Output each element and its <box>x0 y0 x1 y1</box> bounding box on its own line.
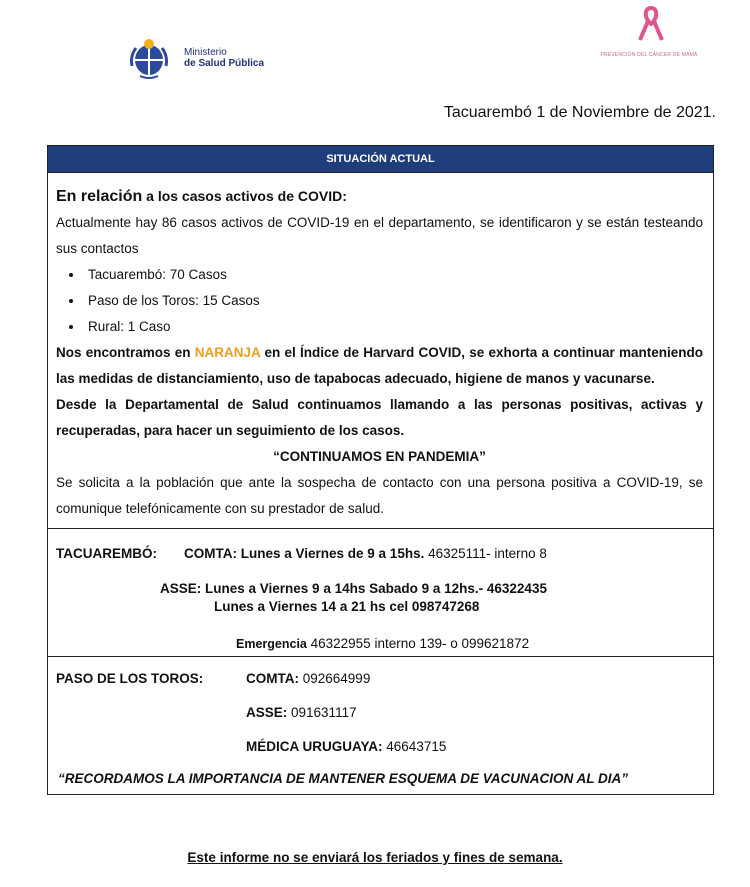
pandemic-slogan: “CONTINUAMOS EN PANDEMIA” <box>273 449 486 464</box>
pdlt-asse-phone: 091631117 <box>287 705 357 720</box>
covid-heading-big: En relación <box>56 188 143 205</box>
tacuarembo-section <box>48 528 713 656</box>
pdlt-asse-label: ASSE: <box>246 705 288 720</box>
status-table <box>47 145 714 795</box>
asse-line2: Lunes a Viernes 14 a 21 hs cel 098747268 <box>214 599 480 614</box>
comta-phone: 46325111- interno 8 <box>424 546 547 561</box>
msp-logo <box>126 36 264 80</box>
harvard-post: en el Índice de Harvard COVID, se exhorta a continuar manteniendo las medidas de distanciamiento, uso de tapabocas adecuado, higiene de manos y vacunarse. <box>56 345 703 386</box>
cases-list <box>56 262 703 340</box>
pdlt-comta-phone: 092664999 <box>299 671 371 686</box>
harvard-color: NARANJA <box>194 345 261 360</box>
case-item: • Rural: 1 Caso <box>84 314 703 340</box>
emergency-phones: 46322955 interno 139- o 099621872 <box>306 636 530 651</box>
uruguay-coat-of-arms-icon <box>126 36 172 80</box>
vaccination-reminder: “RECORDAMOS LA IMPORTANCIA DE MANTENER ESQUEMA DE VACUNACION AL DIA” <box>58 771 629 786</box>
footer-note: Este informe no se enviará los feriados y fines de semana. <box>187 850 563 865</box>
pdlt-medica <box>246 739 446 754</box>
comta-hours: COMTA: Lunes a Viernes de 9 a 15hs. <box>184 546 425 561</box>
follow-up-paragraph: Desde la Departamental de Salud continuamos llamando a las personas positivas, activas y recuperadas, para hacer un seguimiento de los casos. <box>56 397 703 438</box>
breast-cancer-logo <box>596 4 716 64</box>
pdlt-medica-phone: 46643715 <box>382 739 447 754</box>
covid-heading-rest: a los casos activos de COVID: <box>142 188 347 204</box>
covid-intro: Actualmente hay 86 casos activos de COVID-19 en el departamento, se identificaron y se están testeando sus contactos <box>56 215 703 256</box>
ministry-line1: Ministerio <box>184 47 227 58</box>
asse-line1: ASSE: Lunes a Viernes 9 a 14hs Sabado 9 a 12hs.- 46322435 <box>160 581 547 596</box>
pdlt-comta-label: COMTA: <box>246 671 299 686</box>
tacuarembo-label: TACUAREMBÓ: <box>56 546 157 561</box>
logo-caption: PREVENCIÓN DEL CÁNCER DE MAMA <box>600 52 698 58</box>
report-date: Tacuarembó 1 de Noviembre de 2021. <box>443 104 716 121</box>
covid-section <box>48 172 713 528</box>
ministry-line2: de Salud Pública <box>184 58 265 69</box>
emergency-label: Emergencia <box>236 637 307 651</box>
pink-ribbon-icon <box>636 4 666 44</box>
pdlt-medica-label: MÉDICA URUGUAYA: <box>246 739 383 754</box>
harvard-pre: Nos encontramos en <box>56 345 195 360</box>
emergency-line <box>236 636 529 651</box>
tacuarembo-comta <box>184 546 547 561</box>
request-paragraph: Se solicita a la población que ante la sospecha de contacto con una persona positiva a COVID-19, se comunique telefónicamente con su prestador de salud. <box>56 475 703 516</box>
covid-heading <box>56 183 703 210</box>
harvard-paragraph <box>56 340 703 392</box>
pdlt-asse <box>246 705 357 720</box>
table-title: SITUACIÓN ACTUAL <box>48 146 713 172</box>
pdlt-label: PASO DE LOS TOROS: <box>56 671 204 686</box>
case-item: • Tacuarembó: 70 Casos <box>84 262 703 288</box>
paso-de-los-toros-section <box>48 656 713 794</box>
case-item: • Paso de los Toros: 15 Casos <box>84 288 703 314</box>
pdlt-comta <box>246 671 370 686</box>
ministry-name <box>184 47 264 69</box>
